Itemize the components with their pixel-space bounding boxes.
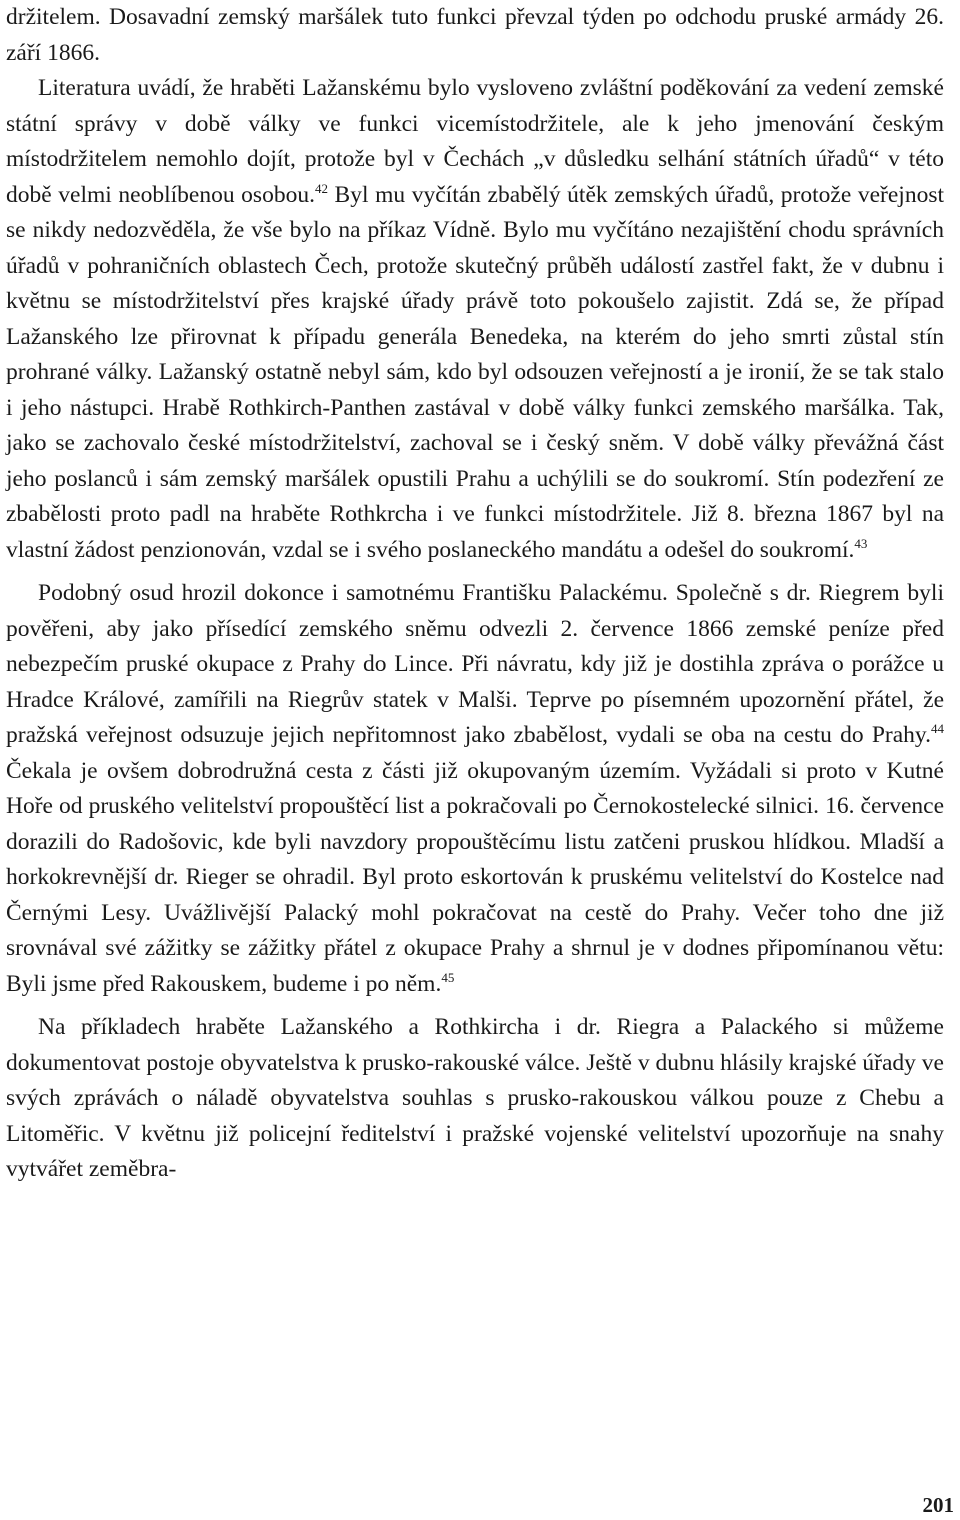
document-page xyxy=(6,0,944,1188)
paragraph xyxy=(6,576,944,1002)
footnote-reference: 45 xyxy=(441,969,455,985)
paragraph xyxy=(6,1010,944,1188)
paragraph xyxy=(6,71,944,568)
page-number: 201 xyxy=(922,1493,954,1517)
footnote-reference: 44 xyxy=(931,721,944,736)
paragraph xyxy=(6,0,944,71)
paragraph-text: Literatura uvádí, že hraběti Lažanskému bylo vysloveno zvláštní poděkování za vedení zemské státní správy v době války ve funkci vicemístodržitele, ale k jeho jmenování českým místodržitelem nemohlo dojít, protože byl v Čechách „v důsledku selhání státních úřadů“ v této době velmi neoblíbenou osobou. xyxy=(6,75,944,208)
paragraph-text: Byl mu vyčítán zbabělý útěk zemských úřadů, protože veřejnost se nikdy nedozvěděla, že vše bylo na příkaz Vídně. Bylo mu vyčítáno nezajištění chodu správních úřadů v pohraničních oblastech Čech, protože skutečný průběh událostí zastřel fakt, že v dubnu i květnu se místodržitelství přes krajské úřady právě toto pokoušelo zajistit. Zdá se, že případ Lažanského lze přirovnat k případu generála Benedeka, na kterém do jeho smrti zůstal stín prohrané války. Lažanský ostatně nebyl sám, kdo byl odsouzen veřejností a je ironií, že se tak stalo i jeho nástupci. Hrabě Rothkirch-Panthen zastával v době války funkci zemského maršálka. Tak, jako se zachovalo české místodržitelství, zachoval se i český sněm. V době války převážná část jeho poslanců i sám zemský maršálek opustili Prahu a uchýlili se do soukromí. Stín podezření ze zbabělosti proto padl na hraběte Rothkrcha i ve funkci místodržitele. Již 8. března 1867 byl na vlastní žádost penzionován, vzdal se i svého poslaneckého mandátu a odešel do soukromí. xyxy=(6,181,945,563)
paragraph-text: Na příkladech hraběte Lažanského a Rothkircha i dr. Riegra a Palackého si můžeme dokumentovat postoje obyvatelstva k prusko-rakouské válce. Ještě v dubnu hlásily krajské úřady ve svých zprávách o náladě obyvatelstva souhlas s prusko-rakouskou válkou pouze z Chebu a Litoměřic. V květnu již policejní ředitelství i pražské vojenské velitelství upozorňuje na snahy vytvářet zeměbra- xyxy=(6,1014,944,1182)
footnote-reference: 43 xyxy=(854,535,868,551)
paragraph-text: Podobný osud hrozil dokonce i samotnému Františku Palackému. Společně s dr. Riegrem byli pověřeni, aby jako přísedící zemského sněmu odvezli 2. července 1866 zemské peníze před nebezpečím pruské okupace z Prahy do Lince. Při návratu, kdy již je dostihla zpráva o porážce u Hradce Králové, zamířili na Riegrův statek v Malši. Teprve po písemném upozornění přátel, že pražská veřejnost odsuzuje jejich nepřitomnost jako zbabělost, vydali se oba na cestu do Prahy. xyxy=(6,580,944,748)
footnote-reference: 42 xyxy=(314,180,328,196)
paragraph-text: Čekala je ovšem dobrodružná cesta z části již okupovaným územím. Vyžádali si proto v Kutné Hoře od pruského velitelství propouštěcí list a pokračovali po Černokostelecké silnici. 16. července dorazili do Radošovic, kde byli navzdory propouštěcímu listu zatčeni pruskou hlídkou. Mladší a horkokrevnější dr. Rieger se ohradil. Byl proto eskortován k pruskému velitelství do Kostelce nad Černými Lesy. Uvážlivější Palacký mohl pokračovat na cestě do Prahy. Večer toho dne již srovnával své zážitky se zážitky přátel z okupace Prahy a shrnul je v dodnes připomínanou větu: Byli jsme před Rakouskem, budeme i po něm. xyxy=(6,757,944,997)
paragraph-text: držitelem. Dosavadní zemský maršálek tuto funkci převzal týden po odchodu pruské armády 26. září 1866. xyxy=(6,4,944,66)
